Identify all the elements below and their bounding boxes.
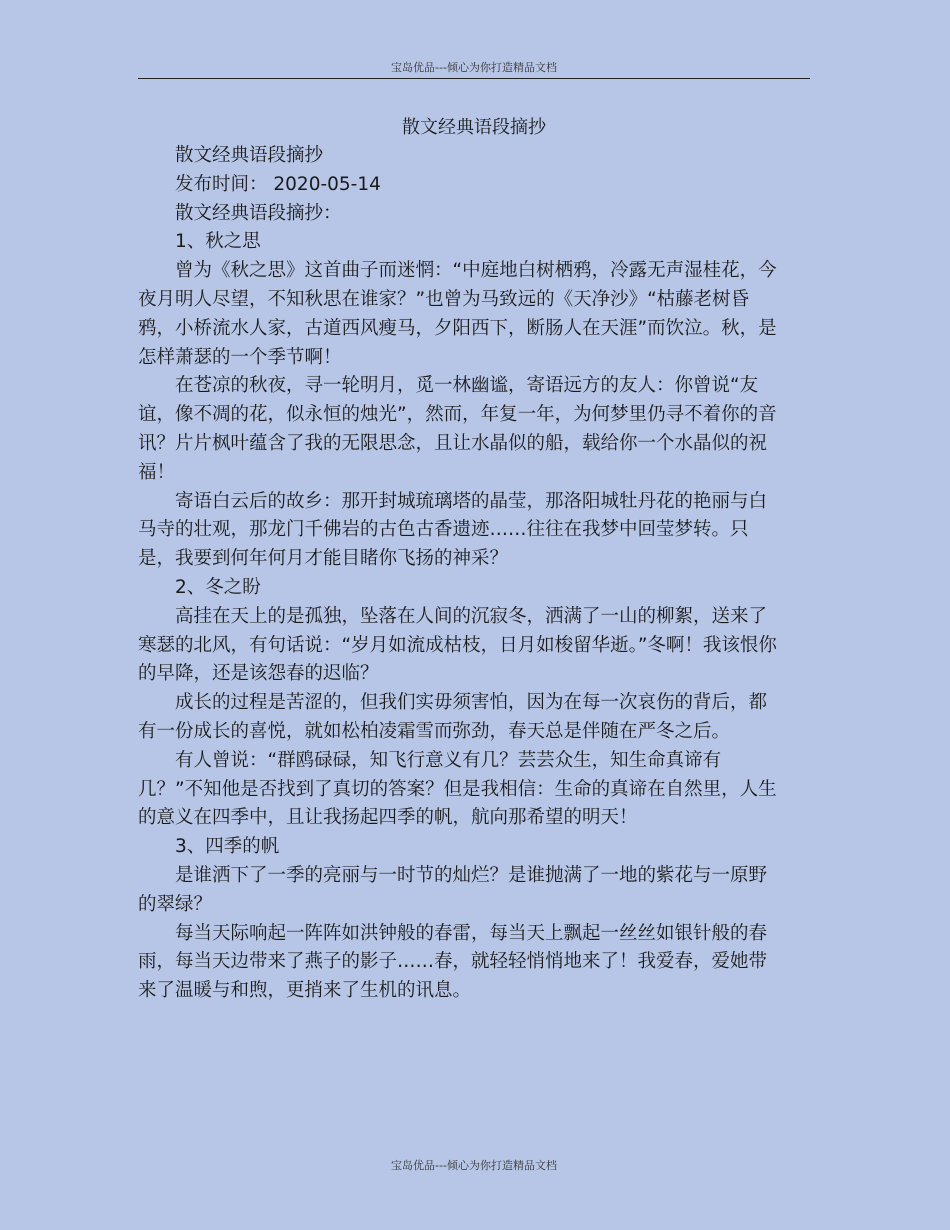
section-heading: 1、秋之思	[175, 231, 261, 253]
paragraph: 有人曾说：“群鸥碌碌，知飞行意义有几？芸芸众生，知生命真谛有几？”不知他是否找到了真切的答案？但是我相信：生命的真谛在自然里，人生的意义在四季中，且让我扬起四季的帆，航向那希望的明天！	[138, 749, 777, 829]
paragraph: 每当天际响起一阵阵如洪钟般的春雷，每当天上飘起一丝丝如银针般的春雨，每当天边带来了燕子的影子……春，就轻轻悄悄地来了！我爱春，爱她带来了温暖与和煦，更捎来了生机的讯息。	[138, 922, 768, 1002]
page-header: 宝岛优品---倾心为你打造精品文档	[391, 61, 557, 74]
document-title: 散文经典语段摘抄	[402, 117, 546, 138]
paragraph: 是谁洒下了一季的亮丽与一时节的灿烂？是谁抛满了一地的紫花与一原野的翠绿？	[138, 864, 768, 915]
paragraph: 散文经典语段摘抄：	[175, 202, 342, 224]
paragraph: 成长的过程是苦涩的，但我们实毋须害怕，因为在每一次哀伤的背后，都有一份成长的喜悦，就如松柏凌霜雪而弥劲，春天总是伴随在严冬之后。	[138, 692, 768, 742]
section-heading: 2、冬之盼	[175, 576, 261, 598]
page-footer: 宝岛优品---倾心为你打造精品文档	[391, 1159, 557, 1172]
paragraph: 曾为《秋之思》这首曲子而迷惘：“中庭地白树栖鸦，冷露无声湿桂花，今夜月明人尽望，不知秋思在谁家？”也曾为马致远的《天净沙》“枯藤老树昏鸦，小桥流水人家，古道西风瘦马，夕阳西下，断肠人在天涯”而饮泣。秋，是怎样萧瑟的一个季节啊！	[138, 260, 777, 368]
header-divider	[138, 78, 810, 79]
paragraph: 高挂在天上的是孤独，坠落在人间的沉寂冬，洒满了一山的柳絮，送来了寒瑟的北风，有句话说：“岁月如流成枯枝，日月如梭留华逝。”冬啊！我该恨你的早降，还是该怨春的迟临？	[138, 605, 777, 685]
paragraph: 寄语白云后的故乡：那开封城琉璃塔的晶莹，那洛阳城牡丹花的艳丽与白马寺的壮观，那龙门千佛岩的古色古香遗迹……往往在我梦中回莹梦转。只是，我要到何年何月才能目睹你飞扬的神采？	[138, 490, 768, 570]
paragraph: 散文经典语段摘抄	[175, 145, 324, 166]
publish-date: 发布时间： 2020-05-14	[175, 173, 381, 195]
paragraph: 在苍凉的秋夜，寻一轮明月，觅一林幽谧，寄语远方的友人：你曾说“友谊，像不凋的花，似永恒的烛光”，然而，年复一年，为何梦里仍寻不着你的音讯？片片枫叶蕴含了我的无限思念，且让水晶似的船，载给你一个水晶似的祝福！	[138, 375, 777, 483]
section-heading: 3、四季的帆	[175, 836, 280, 858]
document-body	[138, 142, 778, 1006]
